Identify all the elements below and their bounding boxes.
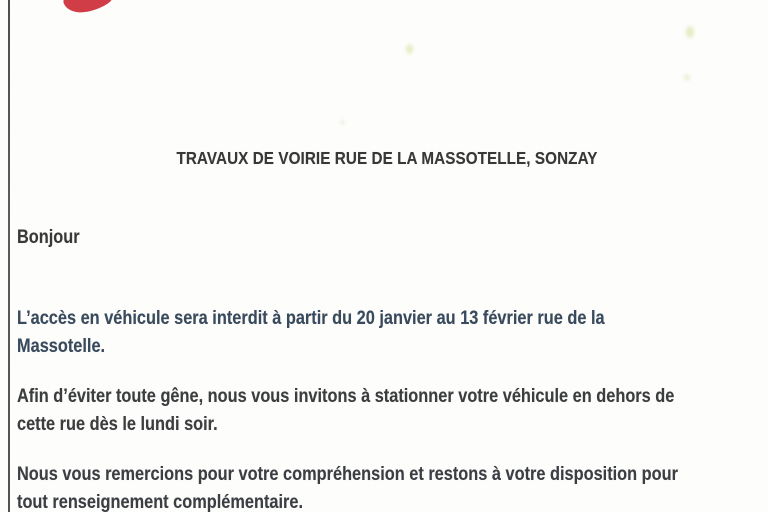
text-line: Nous vous remercions pour votre compréhension et restons à votre disposition pour: [17, 464, 678, 485]
paragraph-thanks: [17, 461, 678, 512]
logo-fragment-icon: [63, 0, 112, 14]
text-line: cette rue dès le lundi soir.: [17, 414, 218, 435]
scan-speck: [686, 26, 694, 38]
greeting-text: Bonjour: [17, 227, 80, 248]
scan-speck: [340, 120, 345, 125]
paragraph-parking-advice: [17, 383, 674, 439]
title-row: [6, 148, 768, 169]
text-line: Massotelle.: [17, 336, 106, 357]
scan-edge-line: [8, 0, 10, 512]
scan-speck: [684, 74, 690, 81]
text-line: L’accès en véhicule sera interdit à partir du 20 janvier au 13 février rue de la: [17, 308, 605, 329]
paragraph-access-interdiction: [17, 305, 605, 361]
scan-speck: [406, 44, 413, 54]
letter-title: TRAVAUX DE VOIRIE RUE DE LA MASSOTELLE, SONZAY: [176, 148, 598, 168]
text-line: tout renseignement complémentaire.: [17, 492, 304, 512]
text-line: Afin d’éviter toute gêne, nous vous invitons à stationner votre véhicule en dehors de: [17, 386, 675, 407]
